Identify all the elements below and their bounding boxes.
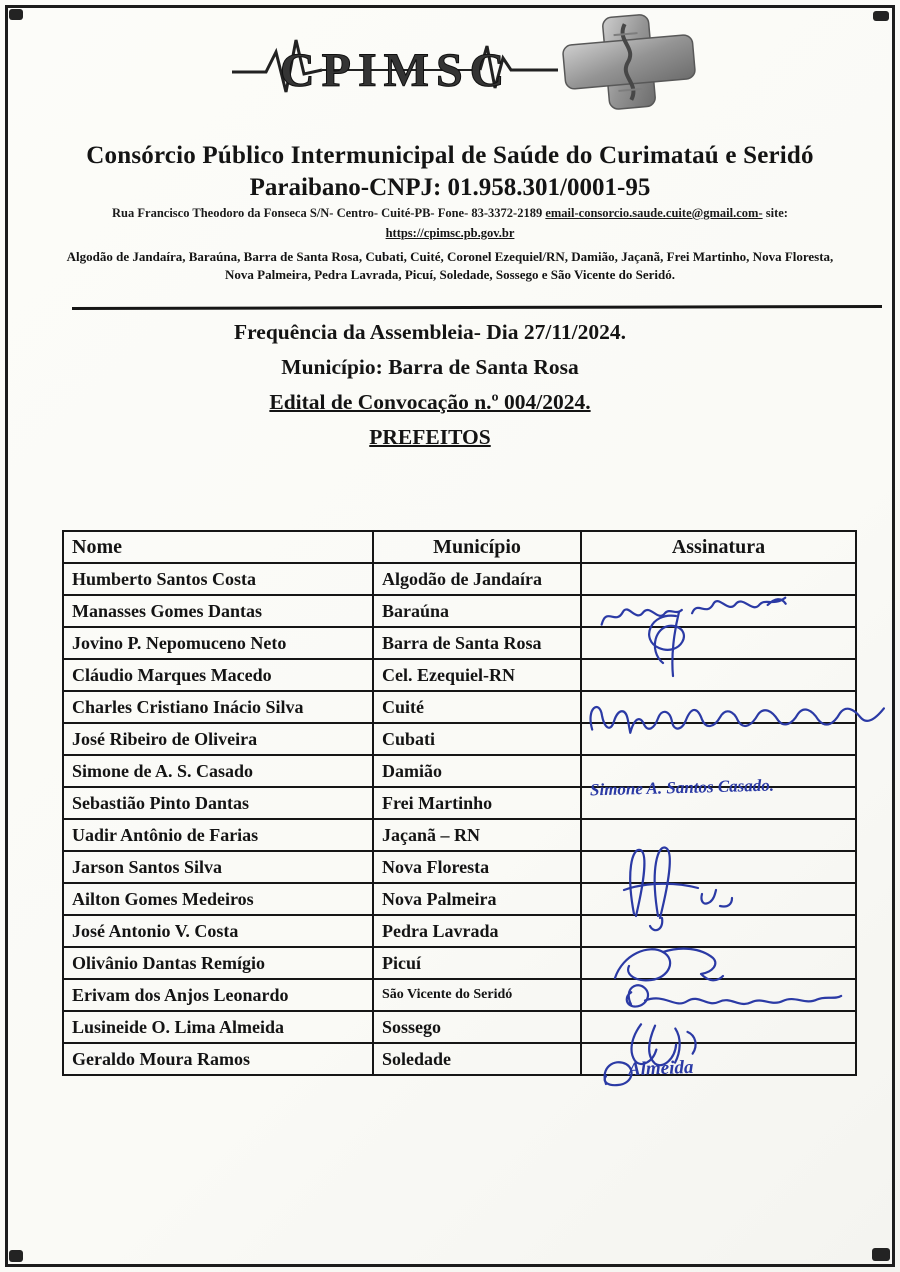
meeting-role-line: PREFEITOS <box>369 425 491 449</box>
cell-nome: Uadir Antônio de Farias <box>63 819 373 851</box>
cell-assinatura <box>581 851 856 883</box>
cell-municipio: Barra de Santa Rosa <box>373 627 581 659</box>
member-municipalities-list: Algodão de Jandaíra, Baraúna, Barra de Santa Rosa, Cubati, Cuité, Coronel Ezequiel/RN, Damião, Jaçanã, Frei Martinho, Nova Floresta, Nova Palmeira, Pedra Lavrada, Picuí, Soledade, Sossego e São Vicente do Seridó. <box>66 249 834 283</box>
column-header-assinatura: Assinatura <box>581 531 856 563</box>
table-row <box>63 1011 856 1043</box>
site-label: site: <box>762 206 788 220</box>
cell-municipio: Picuí <box>373 947 581 979</box>
cell-municipio: Nova Floresta <box>373 851 581 883</box>
cell-municipio: Soledade <box>373 1043 581 1075</box>
cell-nome: Charles Cristiano Inácio Silva <box>63 691 373 723</box>
address-line <box>0 206 900 221</box>
cell-municipio: Cuité <box>373 691 581 723</box>
cell-assinatura <box>581 979 856 1011</box>
cell-municipio: Cel. Ezequiel-RN <box>373 659 581 691</box>
cell-nome: Cláudio Marques Macedo <box>63 659 373 691</box>
cell-assinatura <box>581 915 856 947</box>
cell-assinatura <box>581 787 856 819</box>
cell-assinatura <box>581 595 856 627</box>
scan-corner-mark <box>9 1250 23 1262</box>
scan-corner-mark <box>872 1248 890 1261</box>
table-row <box>63 1043 856 1075</box>
medical-cross-icon <box>560 12 698 112</box>
cell-nome: Humberto Santos Costa <box>63 563 373 595</box>
scan-corner-mark <box>873 11 889 21</box>
cell-nome: José Ribeiro de Oliveira <box>63 723 373 755</box>
cpimsc-logo <box>228 12 698 112</box>
website-link: https://cpimsc.pb.gov.br <box>385 226 515 240</box>
table-row <box>63 883 856 915</box>
cell-assinatura <box>581 755 856 787</box>
cell-nome: Manasses Gomes Dantas <box>63 595 373 627</box>
cell-assinatura <box>581 819 856 851</box>
cpimsc-logo-text: CPIMSC <box>280 44 512 97</box>
cell-municipio: Baraúna <box>373 595 581 627</box>
title-line2: Paraibano-CNPJ: 01.958.301/0001-95 <box>249 174 651 201</box>
cell-assinatura <box>581 1043 856 1075</box>
cell-nome: Jovino P. Nepomuceno Neto <box>63 627 373 659</box>
attendance-table-body <box>63 563 856 1075</box>
website-line <box>0 226 900 241</box>
table-row <box>63 627 856 659</box>
meeting-edital-line: Edital de Convocação n.º 004/2024. <box>269 390 591 414</box>
cell-municipio: Sossego <box>373 1011 581 1043</box>
cell-municipio: Frei Martinho <box>373 787 581 819</box>
document-title <box>0 142 900 202</box>
cell-nome: Ailton Gomes Medeiros <box>63 883 373 915</box>
table-row <box>63 915 856 947</box>
table-row <box>63 691 856 723</box>
attendance-table <box>62 530 857 1076</box>
table-row <box>63 947 856 979</box>
meeting-heading <box>0 320 860 460</box>
email-link: email-consorcio.saude.cuite@gmail.com- <box>545 206 763 220</box>
table-row <box>63 755 856 787</box>
table-row <box>63 819 856 851</box>
cell-assinatura <box>581 691 856 723</box>
title-line1: Consórcio Público Intermunicipal de Saúde do Curimataú e Seridó <box>86 142 814 169</box>
cell-municipio: São Vicente do Seridó <box>373 979 581 1011</box>
cell-assinatura <box>581 563 856 595</box>
cell-assinatura <box>581 723 856 755</box>
column-header-municipio: Município <box>373 531 581 563</box>
signature-lusineide-almeida: Almeida <box>627 1056 694 1081</box>
column-header-nome: Nome <box>63 531 373 563</box>
cell-municipio: Damião <box>373 755 581 787</box>
cell-municipio: Nova Palmeira <box>373 883 581 915</box>
cell-nome: José Antonio V. Costa <box>63 915 373 947</box>
cell-nome: Erivam dos Anjos Leonardo <box>63 979 373 1011</box>
cell-nome: Geraldo Moura Ramos <box>63 1043 373 1075</box>
cell-assinatura <box>581 1011 856 1043</box>
cell-nome: Sebastião Pinto Dantas <box>63 787 373 819</box>
horizontal-divider <box>72 305 882 310</box>
table-row <box>63 979 856 1011</box>
cell-nome: Jarson Santos Silva <box>63 851 373 883</box>
meeting-date-line: Frequência da Assembleia- Dia 27/11/2024. <box>234 320 626 344</box>
meeting-municipality-line: Município: Barra de Santa Rosa <box>281 355 579 379</box>
cell-municipio: Pedra Lavrada <box>373 915 581 947</box>
address-text: Rua Francisco Theodoro da Fonseca S/N- Centro- Cuité-PB- Fone- 83-3372-2189 <box>112 206 546 220</box>
cell-nome: Lusineide O. Lima Almeida <box>63 1011 373 1043</box>
table-row <box>63 723 856 755</box>
cell-municipio: Algodão de Jandaíra <box>373 563 581 595</box>
cell-assinatura <box>581 659 856 691</box>
scan-corner-mark <box>9 9 23 20</box>
cell-nome: Olivânio Dantas Remígio <box>63 947 373 979</box>
table-row <box>63 851 856 883</box>
cell-municipio: Cubati <box>373 723 581 755</box>
cell-nome: Simone de A. S. Casado <box>63 755 373 787</box>
signature-simone-casado: Simone A. Santos Casado. <box>589 775 775 800</box>
cell-assinatura <box>581 883 856 915</box>
table-row <box>63 659 856 691</box>
cell-municipio: Jaçanã – RN <box>373 819 581 851</box>
table-row <box>63 563 856 595</box>
cell-assinatura <box>581 627 856 659</box>
table-row <box>63 787 856 819</box>
cell-assinatura <box>581 947 856 979</box>
table-header-row <box>63 531 856 563</box>
table-row <box>63 595 856 627</box>
